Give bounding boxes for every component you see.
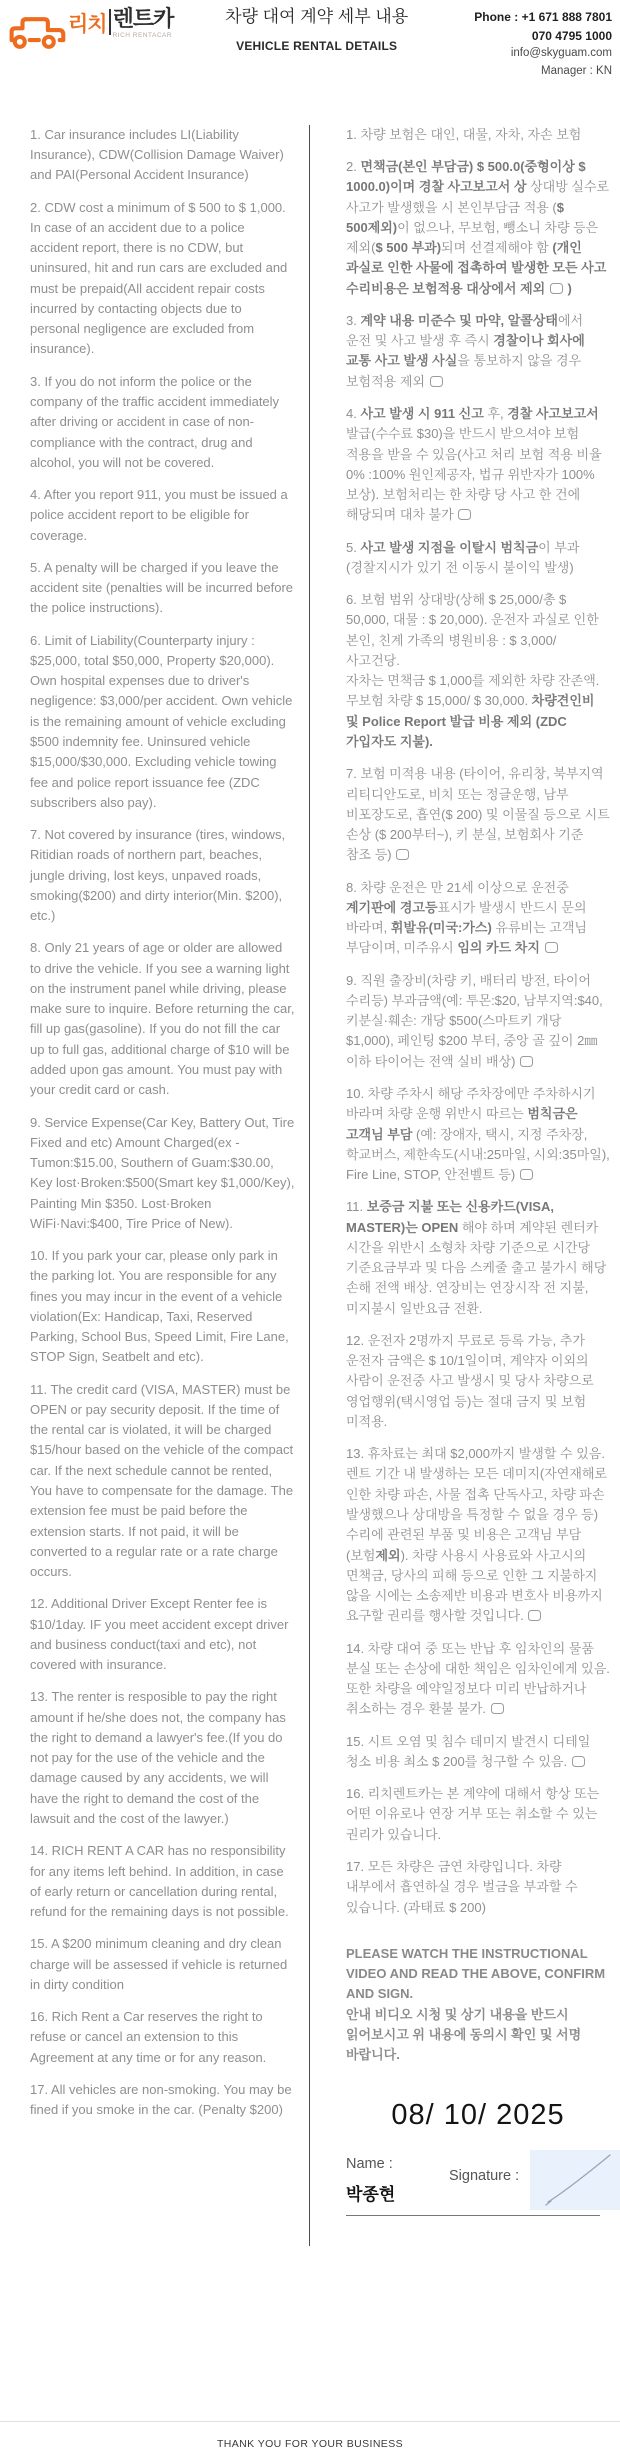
terms-column-english: [0, 125, 310, 2247]
rental-term-en: 7. Not covered by insurance (tires, windows, Ritidian roads of northern part, beaches, jungle driving, lost keys, unpaved roads, smoking($200) and dirty interior(Min. $200), etc.): [30, 827, 286, 924]
logo-text-richi: 리치: [68, 13, 107, 36]
rental-term-ko: 5. 사고 발생 지점을 이탈시 범칙금이 부과(경찰지시가 있기 전 이동시 불이익 발생): [346, 539, 580, 575]
term-checkbox-icon[interactable]: [491, 1703, 504, 1714]
term-checkbox-icon[interactable]: [520, 1056, 533, 1067]
term-checkbox-icon[interactable]: [550, 283, 563, 294]
footer-message: THANK YOU FOR YOUR BUSINESS: [216, 2438, 404, 2450]
rental-term-en: 9. Service Expense(Car Key, Battery Out, Tire Fixed and etc) Amount Charged(ex - Tumon:$15.00, Southern of Guam:$30.00, Key lost·Broken:$500(Smart key $1,000/Key), Painting Min $350. Lost·Broken WiFi·Navi:$400, Tire Price of New).: [30, 1114, 295, 1231]
rental-term-en: 1. Car insurance includes LI(Liability Insurance), CDW(Collision Damage Waiver) and PAI(Personal Accident Insurance): [30, 126, 284, 183]
rental-term-en: 16. Rich Rent a Car reserves the right to refuse or cancel an extension to this Agreement at any time or for any reason.: [30, 2009, 267, 2065]
rich-rentacar-logo: [8, 6, 173, 52]
rental-term-en: 17. All vehicles are non-smoking. You may be fined if you smoke in the car. (Penalty $200): [30, 2081, 292, 2118]
term-checkbox-icon[interactable]: [520, 1169, 533, 1180]
name-label: Name :: [346, 2156, 393, 2173]
logo-subtext: RICH RENTACAR: [112, 32, 173, 39]
rental-term-ko: 4. 사고 발생 시 911 신고 후, 경찰 사고보고서 발급(수수료 $30)을 반드시 받으셔야 보험 적용을 받을 수 있음(사고 처리 보험 적용 비율 0% :100% 원인제공자, 법규 위반자가 100% 보상). 보험처리는 한 차량 당 사고 한 건에 해당되며 대차 불가: [346, 406, 602, 523]
rental-term-ko: 2. 면책금(본인 부담금) $ 500.0(중형이상 $ 1000.0)이며 경찰 사고보고서 상 상대방 실수로 사고가 발생했을 시 본인부담금 적용 ($ 500제외)이 없으나, 무보험, 뺑소니 차량 등은 제외($ 500 부과)되며 선결제해야 함 (개인 과실로 인한 사물에 접촉하여 발생한 모든 사고 수리비용은 보험적용 대상에서 제외 ): [346, 159, 610, 296]
title-block: [173, 6, 460, 53]
contract-date: 08/ 10/ 2025: [391, 2099, 565, 2132]
rental-term-ko: 9. 직원 출장비(차량 키, 배터리 방전, 타이어 수리등) 부과금액(예: 투몬:$20, 남부지역:$40, 키분실·훼손: 개당 $500(스마트키 개당 $1,000), 페인팅 $200 부터, 중앙 골 깊이 2㎜이하 타이어는 전액 실비 배상): [346, 972, 603, 1069]
rental-term-ko: 12. 운전자 2명까지 무료로 등록 가능, 추가 운전자 금액은 $ 10/1일이며, 계약자 이외의 사람이 운전중 사고 발생시 및 당사 차량으로 영업행위(택시영업 등)는 절대 금지 및 보험 미적용.: [346, 1332, 594, 1429]
rental-term-en: 13. The renter is resposible to pay the right amount if he/she does not, the company has the right to demand a lawyer's fee.(If you do not pay for the use of the vehicle and the damage caused by any accidents, we will have the right to demand the cost of the lawsuit and the cost of the lawyer.): [30, 1689, 286, 1826]
header: [0, 0, 620, 81]
term-checkbox-icon[interactable]: [396, 849, 409, 860]
contact-phone-1: Phone : +1 671 888 7801: [474, 10, 612, 24]
signature-field[interactable]: [530, 2150, 620, 2210]
rental-term-en: 14. RICH RENT A CAR has no responsibility for any items left behind. In addition, in case of early return or cancellation during rental, refund for the remaining days is not possible.: [30, 1843, 289, 1920]
logo-divider: [109, 9, 111, 35]
terms-korean-items: [346, 125, 610, 1918]
rental-term-ko: 13. 휴차료는 최대 $2,000까지 발생할 수 있음. 렌트 기간 내 발생하는 모든 데미지(자연재해로 인한 차량 파손, 사물 접촉 단독사고, 차량 파손 발생했으나 상대방을 특정할 수 없을 경우 등) 수리에 관련된 부품 및 비용은 고객님 부담(보험제외). 차량 사용시 사용료와 사고시의 면책금, 당사의 피해 등으로 인한 그 지불하지 않을 시에는 소송제반 비용과 변호사 비용까지 요구할 권리를 행사할 것입니다.: [346, 1446, 607, 1624]
rental-term-ko: 14. 차량 대여 중 또는 반납 후 임차인의 물품 분실 또는 손상에 대한 책임은 임차인에게 있음. 또한 차량을 예약일정보다 미리 반납하거나 취소하는 경우 환불 불가.: [346, 1640, 610, 1717]
term-checkbox-icon[interactable]: [528, 1610, 541, 1621]
rental-term-en: 6. Limit of Liability(Counterparty injury : $25,000, total $50,000, Property $20,000). Own hospital expenses due to driver's negligence: $3,000/per accident. Own vehicle is the remaining amount of vehicle excluding $500 indemnity fee. Uninsured vehicle $15,000/$30,000. Excluding vehicle towing fee and police report issuance fee (ZDC subscribers also pay).: [30, 632, 293, 810]
rental-term-en: 2. CDW cost a minimum of $ 500 to $ 1,000. In case of an accident due to a police accident report, there is no CDW, but uninsured, hit and run cars are excluded and must be prepaid(All accident repair costs incurred by contacting objects due to personal negligence are excluded from insurance).: [30, 199, 288, 357]
confirm-notice: [346, 1944, 610, 2066]
car-logo-icon: [8, 10, 66, 52]
rental-term-ko: 15. 시트 오염 및 침수 데미지 발견시 디테일 청소 비용 최소 $ 200를 청구할 수 있음.: [346, 1733, 591, 1769]
contact-manager: Manager : KN: [541, 65, 612, 77]
rental-term-en: 3. If you do not inform the police or the company of the traffic accident immediately after driving or accident in case of non-compliance with the contract, drug and alcohol, you will not be covered.: [30, 373, 280, 470]
rental-term-ko: 8. 차량 운전은 만 21세 이상으로 운전중 계기판에 경고등표시가 발생시 반드시 문의 바라며, 휘발유(미국:가스) 유류비는 고객님 부담이며, 미주유시 임의 카드 차지: [346, 879, 587, 956]
rental-term-en: 12. Additional Driver Except Renter fee is $10/1day. IF you meet accident except driver and business conduct(taxi and etc), not covered with insurance.: [30, 1596, 289, 1673]
rental-term-en: 11. The credit card (VISA, MASTER) must be OPEN or pay security deposit. If the time of the rental car is violated, it will be charged $15/hour based on the vehicle of the compact car. If the next schedule cannot be rented, You have to compensate for the damage. The extension fee must be paid before the extension starts. If not paid, it will be converted to a regular rate or a rate charge occurs.: [30, 1381, 294, 1580]
contact-info: [460, 6, 612, 81]
footer: [0, 2421, 620, 2461]
rental-term-en: 5. A penalty will be charged if you leave the accident site (penalties will be incurred before the police instructions).: [30, 559, 294, 616]
rental-term-ko: 6. 보험 범위 상대방(상해 $ 25,000/총 $ 50,000, 대물 : $ 20,000). 운전자 과실로 인한 본인, 친계 가족의 병원비용 : $ 3,000/사고건당. 자차는 면책금 $ 1,000를 제외한 차량 잔존액. 무보험 차량 $ 15,000/ $ 30,000. 차량견인비 및 Police Report 발급 비용 제외 (ZDC 가입자도 지불).: [346, 592, 600, 749]
term-checkbox-icon[interactable]: [545, 942, 558, 953]
logo-text-rentcar: 렌트카: [112, 6, 174, 31]
confirm-notice-english: PLEASE WATCH THE INSTRUCTIONAL VIDEO AND READ THE ABOVE, CONFIRM AND SIGN.: [346, 1945, 606, 2002]
rental-term-ko: 16. 리치렌트카는 본 계약에 대해서 항상 또는 어떤 이유로나 연장 거부 또는 취소할 수 있는 권리가 있습니다.: [346, 1786, 600, 1842]
rental-term-en: 15. A $200 minimum cleaning and dry clean charge will be assessed if vehicle is returned in dirty condition: [30, 1936, 288, 1992]
rental-term-ko: 17. 모든 차량은 금연 차량입니다. 차량 내부에서 흡연하실 경우 벌금을 부과할 수 있습니다. (과태료 $ 200): [346, 1859, 578, 1915]
term-checkbox-icon[interactable]: [572, 1756, 585, 1767]
terms-column-korean: [310, 125, 620, 2247]
page-title-english: VEHICLE RENTAL DETAILS: [236, 38, 398, 53]
contact-email: info@skyguam.com: [510, 47, 612, 60]
terms-columns: [0, 125, 620, 2247]
page-title-korean: 차량 대여 계약 세부 내용: [225, 7, 409, 26]
rental-term-en: 10. If you park your car, please only park in the parking lot. You are responsible for any fines you may incur in the event of a vehicle violation(Ex: Handicap, Taxi, Reserved Parking, School Bus, Speed Limit, Fire Lane, STOP Sign, Seatbelt and etc).: [30, 1248, 289, 1365]
signature-row: [346, 2154, 600, 2216]
signature-stroke: [530, 2150, 620, 2210]
rental-term-en: 8. Only 21 years of age or older are allowed to drive the vehicle. If you see a warning light on the instrument panel while driving, please make sure to inquire. Before returning the car, fill up gas(gasoline). If you do not fill the car up to full gas, additional charge of $10 will be added upon gas amount. You must pay with your credit card or cash.: [30, 940, 295, 1098]
confirm-notice-korean: 안내 비디오 시청 및 상기 내용을 반드시 읽어보시고 위 내용에 동의시 확인 및 서명 바랍니다.: [346, 2006, 582, 2063]
rental-term-ko: 1. 차량 보험은 대인, 대물, 자차, 자손 보험: [346, 126, 582, 142]
contact-phone-2: 070 4795 1000: [531, 28, 612, 43]
rental-term-ko: 7. 보험 미적용 내용 (타이어, 유리창, 북부지역 리티디안도로, 비치 또는 정글운행, 남부 비포장도로, 흡연($ 200) 및 이물질 등으로 시트 손상 ($ 200부터~), 키 분실, 보험회사 기준 참조 등): [346, 766, 610, 863]
rental-term-ko: 3. 계약 내용 미준수 및 마약, 알콜상태에서 운전 및 사고 발생 후 즉시 경찰이나 회사에 교통 사고 발생 사실을 통보하지 않을 경우 보험적용 제외: [346, 312, 585, 389]
rental-term-ko: 11. 보증금 지불 또는 신용카드(VISA, MASTER)는 OPEN 해야 하며 계약된 렌터카 시간을 위반시 소형차 차량 기준으로 시간당 기준요금부과 및 다음 스케줄 출고 불가시 해당 손해 전액 배상. 연장비는 연장시작 전 지불, 미지불시 일반요금 전환.: [346, 1199, 607, 1316]
term-checkbox-icon[interactable]: [458, 509, 471, 520]
term-checkbox-icon[interactable]: [430, 376, 443, 387]
rental-term-en: 4. After you report 911, you must be issued a police accident report to be eligible for coverage.: [30, 487, 288, 543]
renter-name-value: 박종현: [346, 2185, 396, 2205]
signature-label: Signature :: [449, 2168, 520, 2185]
rental-term-ko: 10. 차량 주차시 해당 주차장에만 주차하시기 바라며 차량 운행 위반시 따르는 범칙금은 고객님 부담 (예: 장애자, 택시, 지정 주차장, 학교버스, 제한속도(시내:25마일, 시외:35마일), Fire Line, STOP, 안전벨트 등): [346, 1085, 610, 1183]
